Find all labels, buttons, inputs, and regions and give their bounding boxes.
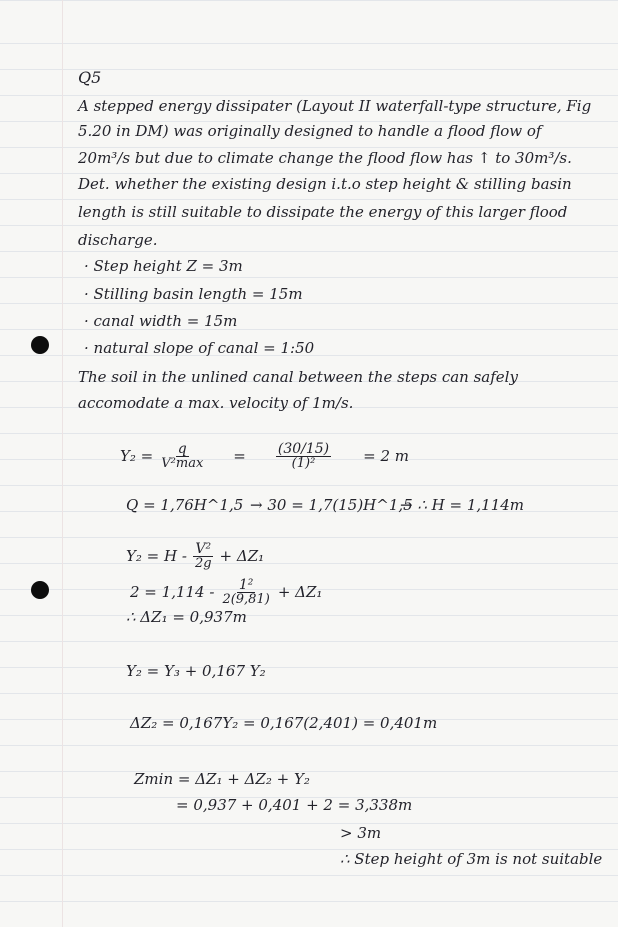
bernoulli-line-1: Y₂ = H - $\frac{\text{V²}}{2g}$ + ΔZ₁ bbox=[126, 541, 265, 571]
problem-line-3: 20m³/s but due to climate change the flood flow has ↑ to 30m³/s. bbox=[78, 149, 572, 167]
bernoulli-fraction-1: $\frac{\text{V²}}{2g}$ bbox=[194, 541, 212, 571]
bernoulli-line-2: 2 = 1,114 - $\frac{\text{1²}}{2(9,81)}$ + ΔZ₁ bbox=[130, 577, 323, 607]
y2-lhs: Y₂ = bbox=[120, 446, 154, 465]
weir-equation-b: → 30 = 1,7(15)H^1,5 bbox=[250, 496, 413, 514]
comparison: > 3m bbox=[340, 824, 382, 842]
y2-fraction-1: $\frac{q}{\text{V²max}}$ bbox=[161, 441, 204, 471]
y2-fraction-2: $\frac{(30/15)}{\text{(1)²}}$ bbox=[277, 441, 330, 471]
given-canal-slope: · natural slope of canal = 1:50 bbox=[84, 339, 315, 357]
soil-line-1: The soil in the unlined canal between the steps can safely bbox=[78, 368, 518, 386]
margin-line bbox=[62, 0, 63, 927]
bernoulli-fraction-2: $\frac{\text{1²}}{2(9,81)}$ bbox=[222, 577, 270, 607]
delta-z1-result: ∴ ΔZ₁ = 0,937m bbox=[126, 608, 247, 626]
problem-line-4: Det. whether the existing design i.t.o step height & stilling basin bbox=[78, 175, 572, 193]
problem-line-1: A stepped energy dissipater (Layout II waterfall-type structure, Fig bbox=[78, 97, 592, 115]
binder-hole-top bbox=[31, 336, 49, 354]
y2-relation: Y₂ = Y₃ + 0,167 Y₂ bbox=[126, 662, 266, 680]
zmin-line-1: Zmin = ΔZ₁ + ΔZ₂ + Y₂ bbox=[134, 770, 310, 788]
y2-result: = 2 m bbox=[363, 446, 410, 465]
problem-line-6: discharge. bbox=[78, 231, 158, 249]
weir-equation-c: → ∴ H = 1,114m bbox=[400, 496, 524, 514]
question-heading: Q5 bbox=[78, 68, 102, 87]
problem-line-2: 5.20 in DM) was originally designed to handle a flood flow of bbox=[78, 122, 542, 140]
weir-equation-a: Q = 1,76H^1,5 bbox=[126, 496, 244, 514]
zmin-line-2: = 0,937 + 0,401 + 2 = 3,338m bbox=[176, 796, 413, 814]
given-basin-length: · Stilling basin length = 15m bbox=[84, 285, 303, 303]
y2-equation bbox=[120, 442, 409, 470]
problem-line-5: length is still suitable to dissipate the energy of this larger flood bbox=[78, 203, 568, 221]
y2-equals: = bbox=[233, 446, 246, 465]
binder-hole-bottom bbox=[31, 581, 49, 599]
given-canal-width: · canal width = 15m bbox=[84, 312, 238, 330]
delta-z2-line: ΔZ₂ = 0,167Y₂ = 0,167(2,401) = 0,401m bbox=[130, 714, 438, 732]
conclusion: ∴ Step height of 3m is not suitable bbox=[340, 850, 603, 868]
given-step-height: · Step height Z = 3m bbox=[84, 257, 243, 275]
soil-line-2: accomodate a max. velocity of 1m/s. bbox=[78, 394, 354, 412]
